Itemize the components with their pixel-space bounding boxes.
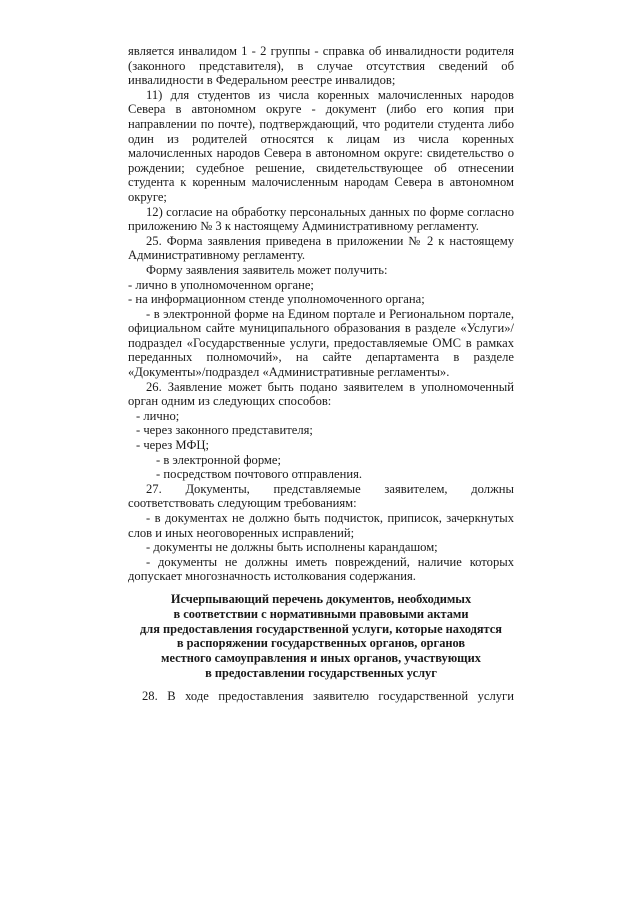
paragraph-disability: является инвалидом 1 - 2 группы - справка об инвалидности родителя (законного представителя), в случае отсутствия сведений об инвалидности в Федеральном реестре инвалидов; [128,44,514,88]
list-item-req-3: - документы не должны иметь повреждений, наличие которых допускает многозначность истолкования содержания. [128,554,514,584]
paragraph-item-28 [142,689,514,704]
heading-line: в распоряжении государственных органов, органов [176,636,466,651]
paragraph-item-26: 26. Заявление может быть подано заявителем в уполномоченный орган одним из следующих способов: [128,379,514,409]
paragraph-item-11: 11) для студентов из числа коренных малочисленных народов Севера в автономном округе - документ (либо его копия при направлении по почте), подтверждающий, что родители студента либо один из родителей относятся к лицам из числа коренных малочисленных народов Севера в автономном округе: свидетельство о рождении; судебное решение, свидетельствующее об отнесении студента к коренным малочисленным народам Севера в автономном округе; [128,87,514,204]
item-28-word: В [167,689,176,703]
list-item-receive-3: - в электронной форме на Едином портале и Региональном портале, официальном сайте муниципального образования в разделе «Услуги»/подраздел «Государственные услуги, предоставляемые ОМС в рамках переданных полномочий», на сайте департамента в разделе «Документы»/подраздел «Административные регламенты». [128,306,514,380]
paragraph-item-25: 25. Форма заявления приведена в приложении № 2 к настоящему Административному регламенту. [128,233,514,263]
item-28-word: государственной [378,689,469,703]
heading-line: для предоставления государственной услуги, которые находятся [140,621,502,636]
paragraph-item-12: 12) согласие на обработку персональных данных по форме согласно приложению № 3 к настоящему Административному регламенту. [128,204,514,234]
list-item-way-2: - через законного представителя; [136,423,313,438]
list-item-way-1: - лично; [136,408,180,423]
paragraph-form-receive: Форму заявления заявитель может получить: [146,262,388,277]
list-item-way-3: - через МФЦ; [136,438,210,453]
list-item-req-1: - в документах не должно быть подчисток, приписок, зачеркнутых слов и иных неоговоренных исправлений; [128,511,514,540]
paragraph-item-27: 27. Документы, представляемые заявителем, должны соответствовать следующим требованиям: [128,481,514,511]
list-item-way-4: - в электронной форме; [156,452,281,467]
item-28-word: заявителю [313,689,369,703]
item-28-word: ходе [185,689,209,703]
heading-line: местного самоуправления и иных органов, участвующих [161,651,481,666]
item-28-word: услуги [477,689,514,703]
item-28-word: предоставления [218,689,304,703]
list-item-way-5: - посредством почтового отправления. [156,467,363,482]
section-heading [128,592,514,681]
text-block-top [128,44,514,584]
heading-line: в соответствии с нормативными правовыми актами [173,606,469,621]
list-item-req-2: - документы не должны быть исполнены карандашом; [146,540,438,555]
list-item-receive-1: - лично в уполномоченном органе; [128,277,314,292]
heading-line: Исчерпывающий перечень документов, необходимых [170,592,472,606]
heading-line: в предоставлении государственных услуг [205,665,437,680]
item-28-word: 28. [142,689,158,703]
list-item-receive-2: - на информационном стенде уполномоченного органа; [128,292,425,307]
